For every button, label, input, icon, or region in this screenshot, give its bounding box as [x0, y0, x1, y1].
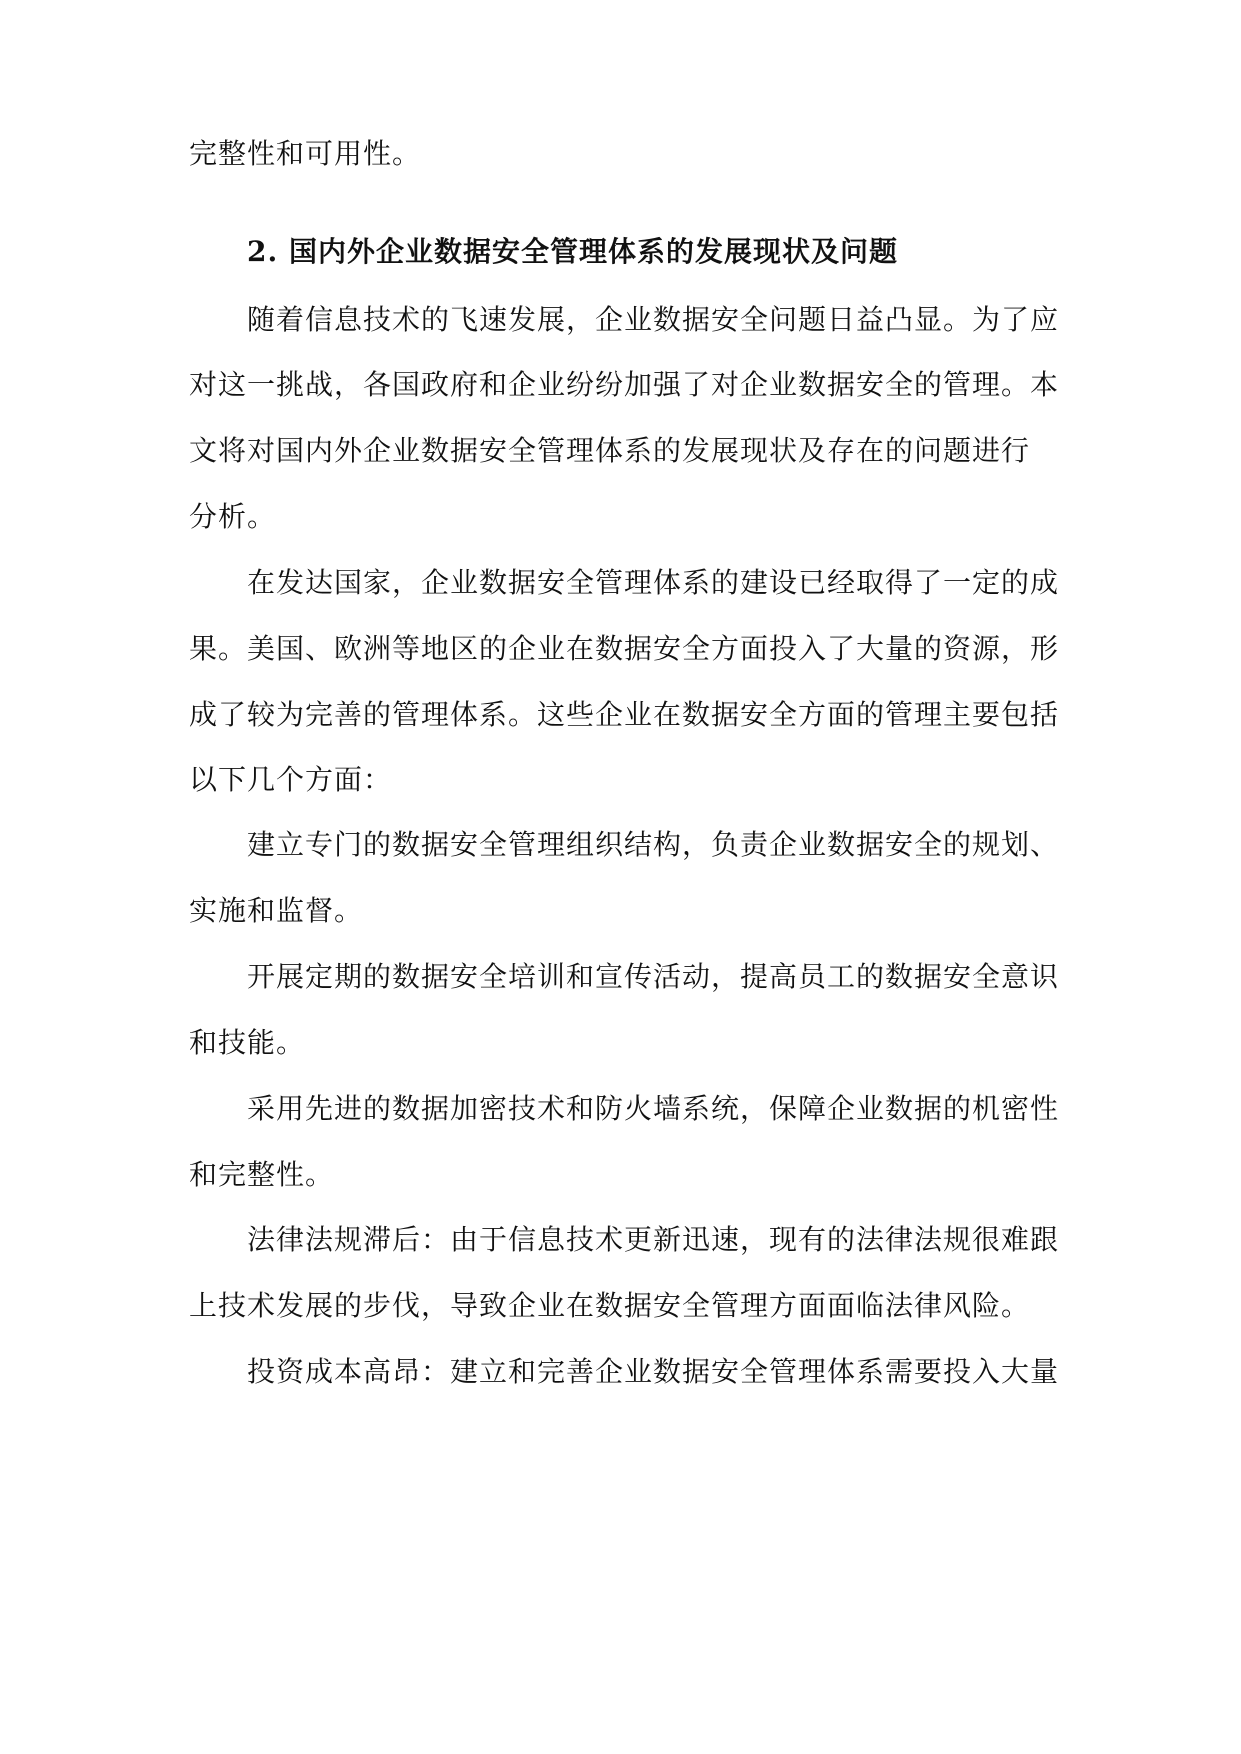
text-line: 在发达国家，企业数据安全管理体系的建设已经取得了一定的成	[247, 566, 1060, 599]
text-line: 建立专门的数据安全管理组织结构，负责企业数据安全的规划、	[247, 828, 1060, 861]
text-line: 和完整性。	[189, 1158, 335, 1191]
text-line: 文将对国内外企业数据安全管理体系的发展现状及存在的问题进行	[189, 434, 1031, 467]
section-heading: 2. 国内外企业数据安全管理体系的发展现状及问题	[247, 235, 898, 268]
text-line: 果。美国、欧洲等地区的企业在数据安全方面投入了大量的资源，形	[189, 632, 1060, 665]
text-line: 和技能。	[189, 1026, 306, 1059]
text-line: 投资成本高昂：建立和完善企业数据安全管理体系需要投入大量	[247, 1355, 1060, 1388]
text-line: 开展定期的数据安全培训和宣传活动，提高员工的数据安全意识	[247, 960, 1060, 993]
text-line: 对这一挑战，各国政府和企业纷纷加强了对企业数据安全的管理。本	[189, 368, 1060, 401]
text-line: 以下几个方面：	[189, 763, 393, 796]
text-line: 上技术发展的步伐，导致企业在数据安全管理方面面临法律风险。	[189, 1289, 1031, 1322]
text-line: 成了较为完善的管理体系。这些企业在数据安全方面的管理主要包括	[189, 698, 1060, 731]
text-line: 采用先进的数据加密技术和防火墙系统，保障企业数据的机密性	[247, 1092, 1060, 1125]
text-line: 分析。	[189, 500, 277, 533]
text-line: 完整性和可用性。	[189, 137, 422, 170]
text-line: 实施和监督。	[189, 894, 364, 927]
text-line: 法律法规滞后：由于信息技术更新迅速，现有的法律法规很难跟	[247, 1223, 1060, 1256]
text-line: 随着信息技术的飞速发展，企业数据安全问题日益凸显。为了应	[247, 303, 1060, 336]
